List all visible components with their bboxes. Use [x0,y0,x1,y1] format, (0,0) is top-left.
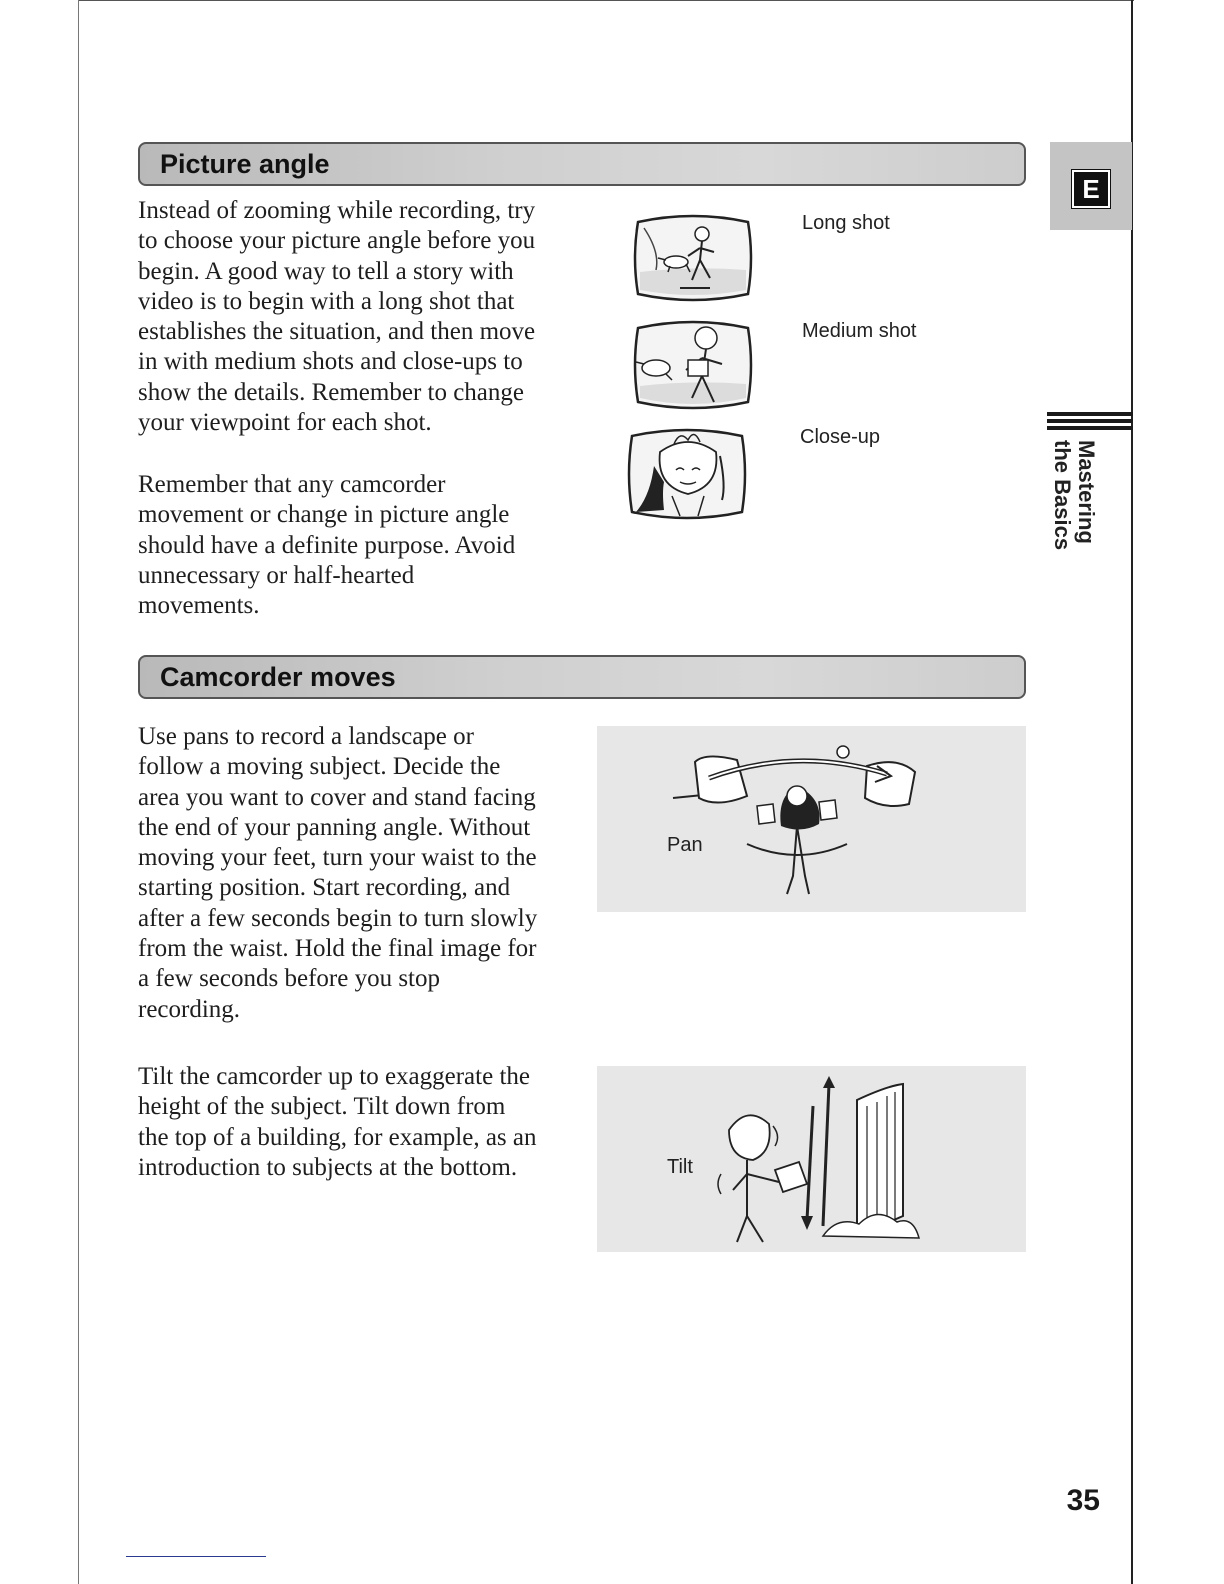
text-line: video is to begin with a long shot that [138,287,515,315]
text-line: your viewpoint for each shot. [138,409,432,437]
text-line: area you want to cover and stand facing [138,783,536,811]
right-margin-rule [1131,0,1133,1584]
text-line: introduction to subjects at the bottom. [138,1153,518,1181]
text-line: after a few seconds begin to turn slowly [138,904,538,932]
text-line: the top of a building, for example, as an [138,1123,537,1151]
section-letter: E [1072,170,1110,208]
text-line: in with medium shots and close-ups to [138,348,523,376]
text-line: show the details. Remember to change [138,378,524,406]
text-line: movements. [138,592,260,620]
text-line: begin. A good way to tell a story with [138,257,514,285]
tilt-illustration [597,1066,1026,1252]
medium-shot-caption: Medium shot [802,320,917,342]
pan-illustration-panel [597,726,1026,912]
pan-illustration [597,726,1026,912]
bottom-link-rule [126,1556,266,1557]
picture-angle-paragraph-2 [138,470,578,621]
text-line: starting position. Start recording, and [138,874,511,902]
chapter-label [1042,440,1098,590]
camcorder-moves-heading: Camcorder moves [138,655,1026,699]
picture-angle-paragraph-1 [138,196,578,438]
text-line: Tilt the camcorder up to exaggerate the [138,1063,530,1090]
text-line: height of the subject. Tilt down from [138,1093,506,1121]
text-line: Remember that any camcorder [138,471,446,498]
long-shot-illustration [630,212,756,304]
tilt-label: Tilt [667,1156,693,1178]
section-tab [1050,142,1132,230]
pan-paragraph [138,722,588,1025]
text-line: recording. [138,995,241,1023]
pan-label: Pan [667,834,703,856]
tilt-illustration-panel [597,1066,1026,1252]
medium-shot-illustration [630,318,756,412]
text-line: Use pans to record a landscape or [138,723,474,750]
top-rule [78,0,1134,1]
picture-angle-heading: Picture angle [138,142,1026,186]
text-line: to choose your picture angle before you [138,227,536,255]
text-line: should have a definite purpose. Avoid [138,531,516,559]
text-line: the end of your panning angle. Without [138,813,531,841]
tilt-paragraph [138,1062,588,1183]
text-line: establishes the situation, and then move [138,318,536,346]
text-line: movement or change in picture angle [138,501,510,529]
chapter-label-line1: Mastering [1074,440,1099,544]
text-line: a few seconds before you stop [138,965,440,993]
close-up-illustration [624,426,750,522]
side-marker-bars [1047,412,1133,434]
text-line: unnecessary or half-hearted [138,561,415,589]
text-line: follow a moving subject. Decide the [138,753,501,781]
text-line: from the waist. Hold the final image for [138,935,537,963]
chapter-label-line2: the Basics [1050,440,1075,551]
text-line: Instead of zooming while recording, try [138,197,536,224]
page-number: 35 [1066,1484,1100,1517]
left-margin-rule [78,0,79,1584]
text-line: moving your feet, turn your waist to the [138,844,537,872]
close-up-caption: Close-up [800,426,881,448]
long-shot-caption: Long shot [802,212,890,234]
